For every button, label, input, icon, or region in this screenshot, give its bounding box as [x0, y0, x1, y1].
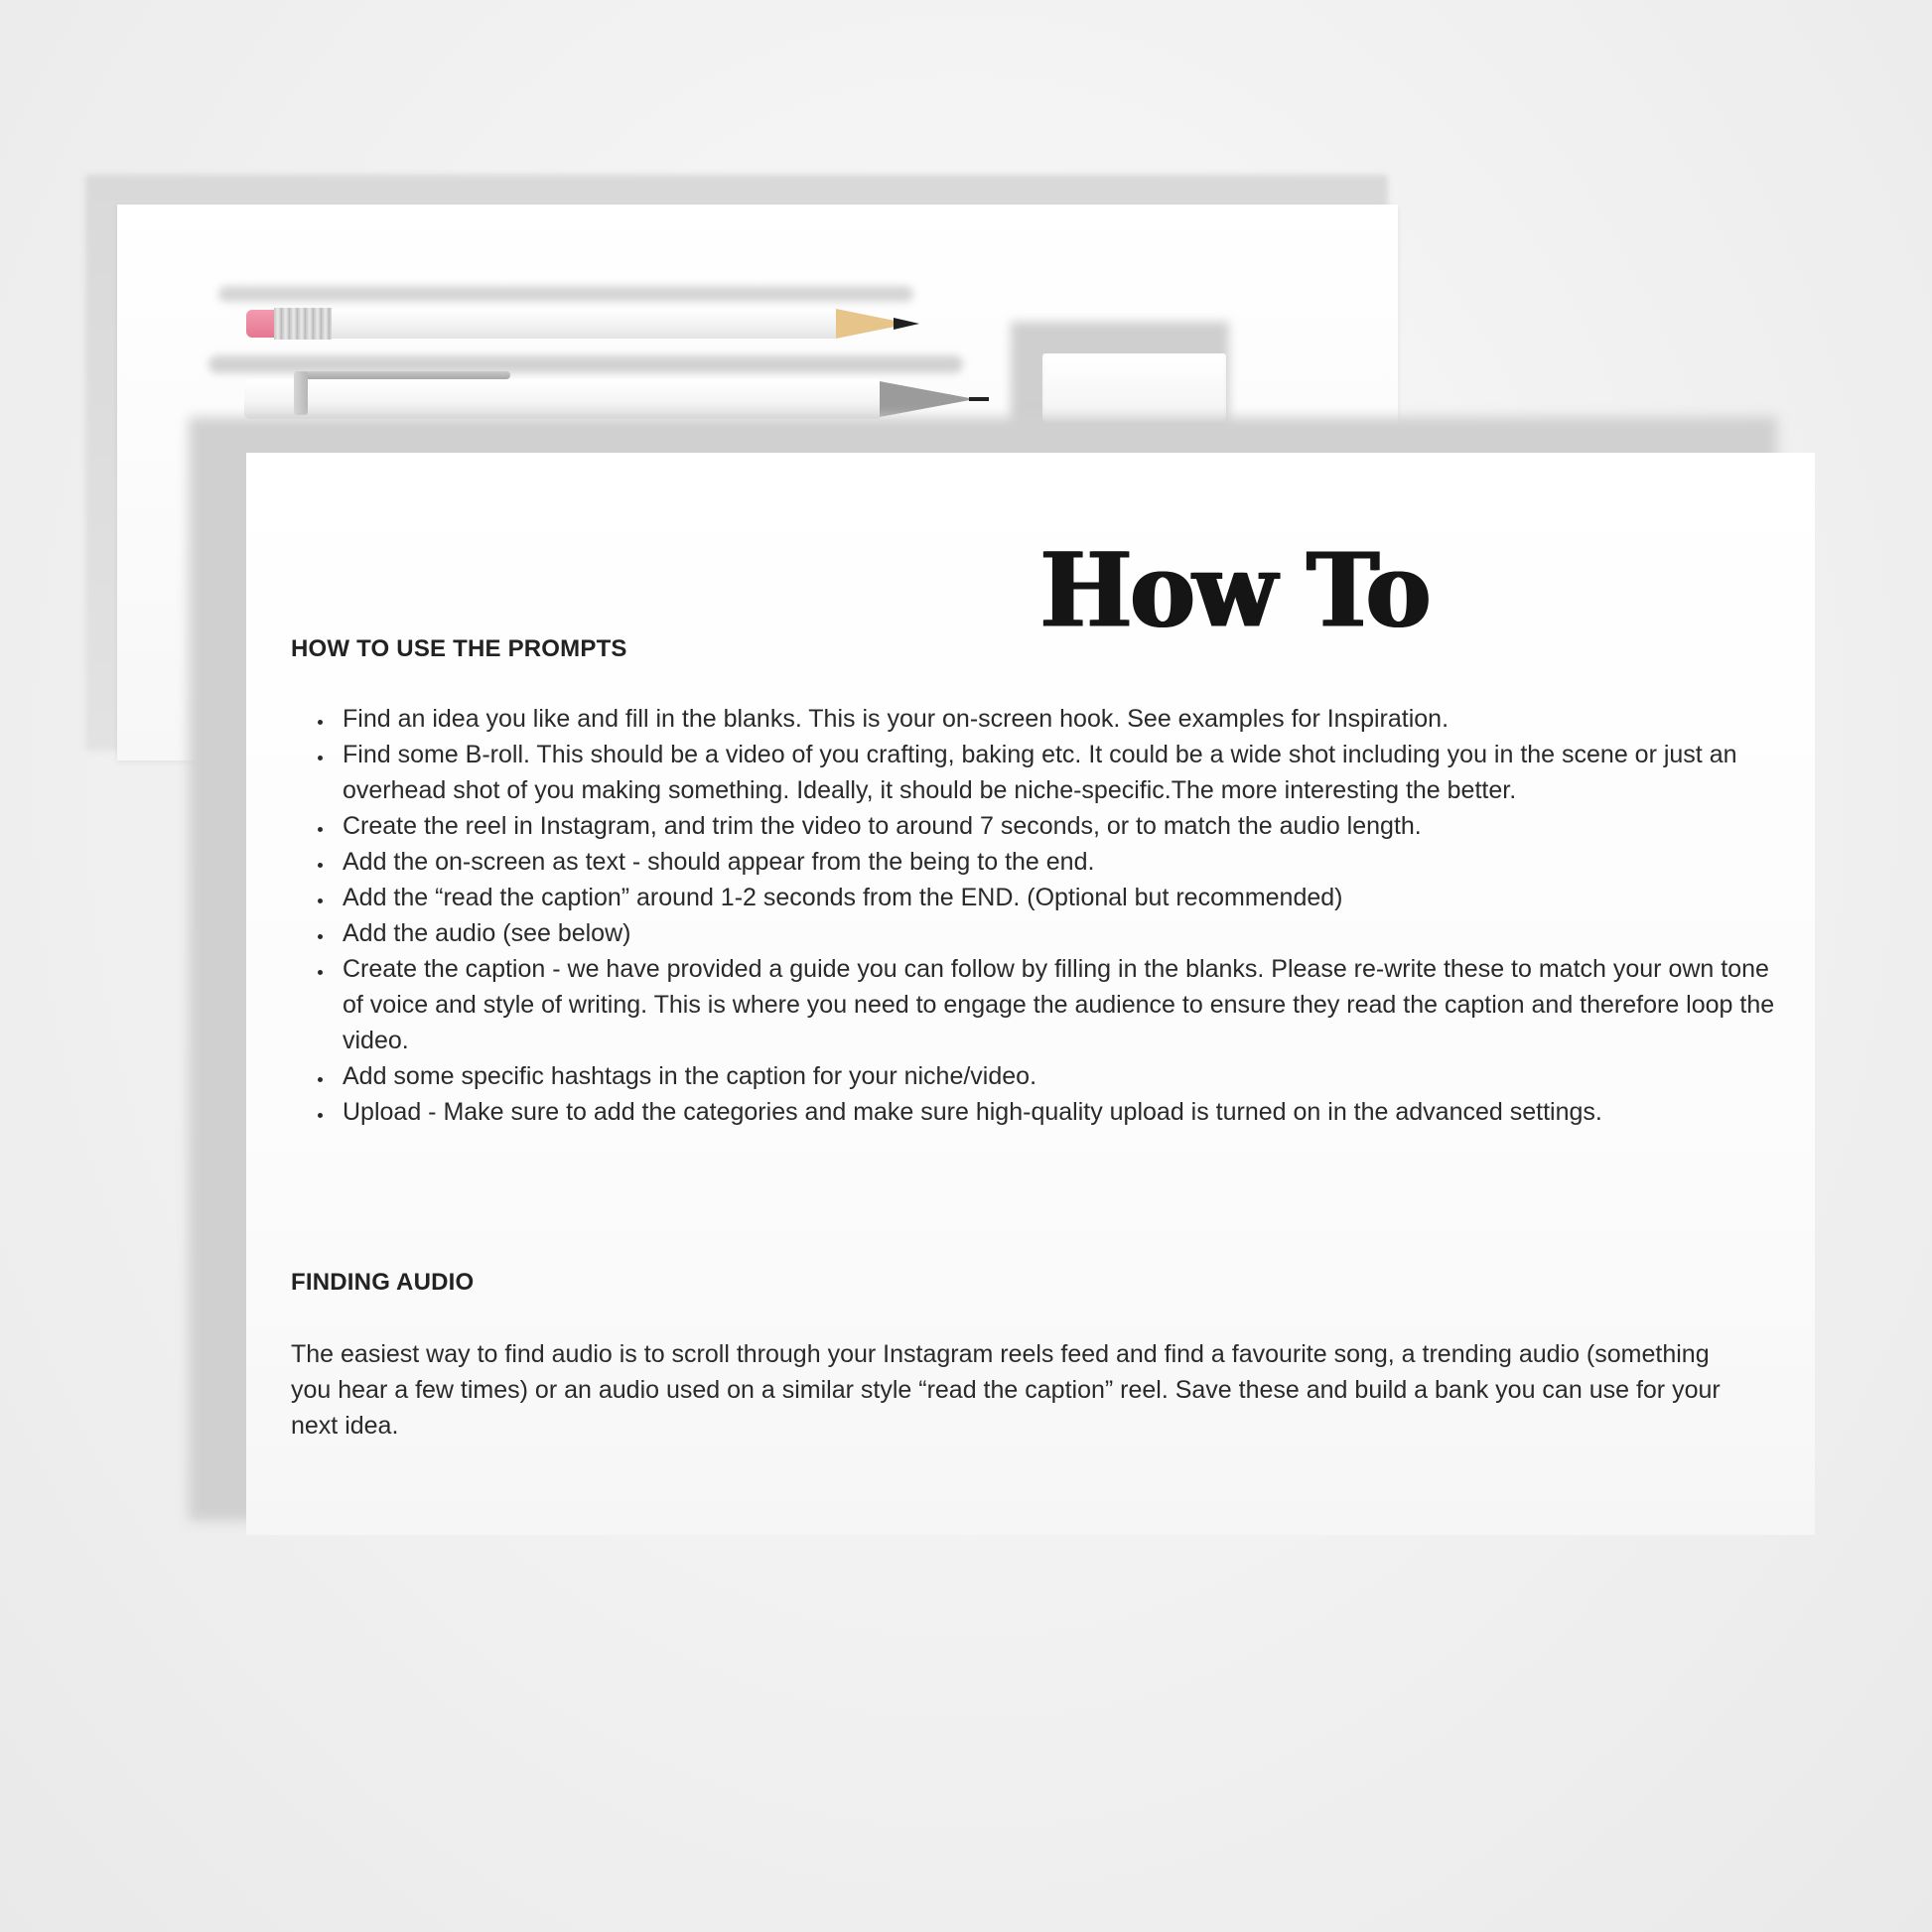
- page-title-wrap: [0, 531, 1932, 651]
- list-item: • Add the “read the caption” around 1-2 seconds from the END. (Optional but recommended): [335, 880, 1784, 915]
- pen-clip: [294, 371, 510, 379]
- pencil-shadow: [218, 286, 913, 302]
- page-title: How To: [1039, 531, 1429, 651]
- list-item: • Add the on-screen as text - should appear from the being to the end.: [335, 844, 1784, 880]
- mechanical-pencil-icon: [244, 371, 999, 423]
- list-item: • Find some B-roll. This should be a video of you crafting, baking etc. It could be a wide shot including you in the scene or just an overhead shot of you making something. Ideally, it should be niche-specific.The more interesting the better.: [335, 737, 1784, 808]
- pencil-icon: [246, 308, 941, 342]
- pen-clip-end: [294, 371, 308, 415]
- audio-paragraph: The easiest way to find audio is to scroll through your Instagram reels feed and find a favourite song, a trending audio (something you hear a few times) or an audio used on a similar style “read the caption” reel. Save these and build a bank you can use for your next idea.: [291, 1340, 1721, 1440]
- list-item: • Upload - Make sure to add the categories and make sure high-quality upload is turned on in the advanced settings.: [335, 1094, 1784, 1130]
- list-item: • Create the reel in Instagram, and trim the video to around 7 seconds, or to match the audio length.: [335, 808, 1784, 844]
- list-item: • Add some specific hashtags in the caption for your niche/video.: [335, 1058, 1784, 1094]
- section-heading-audio: FINDING AUDIO: [291, 1269, 475, 1296]
- pen-cone: [880, 381, 975, 417]
- list-item: • Create the caption - we have provided a guide you can follow by filling in the blanks. Please re-write these to match your own tone of voice and style of writing. This is where you need to engage the audience to ensure they read the caption and therefore loop the video.: [335, 951, 1784, 1058]
- pencil-lead: [894, 318, 919, 330]
- eraser-block-icon: [1042, 353, 1226, 423]
- pen-tip: [969, 397, 989, 401]
- pencil-body: [332, 309, 838, 339]
- list-item: • Add the audio (see below): [335, 915, 1784, 951]
- list-item: • Find an idea you like and fill in the blanks. This is your on-screen hook. See examples for Inspiration.: [335, 701, 1784, 737]
- pen-barrel: [244, 379, 880, 419]
- section-heading-prompts: HOW TO USE THE PROMPTS: [291, 635, 627, 662]
- pencil-eraser: [246, 310, 276, 338]
- prompts-steps-list: [303, 701, 1784, 1130]
- pencil-ferrule: [274, 308, 332, 340]
